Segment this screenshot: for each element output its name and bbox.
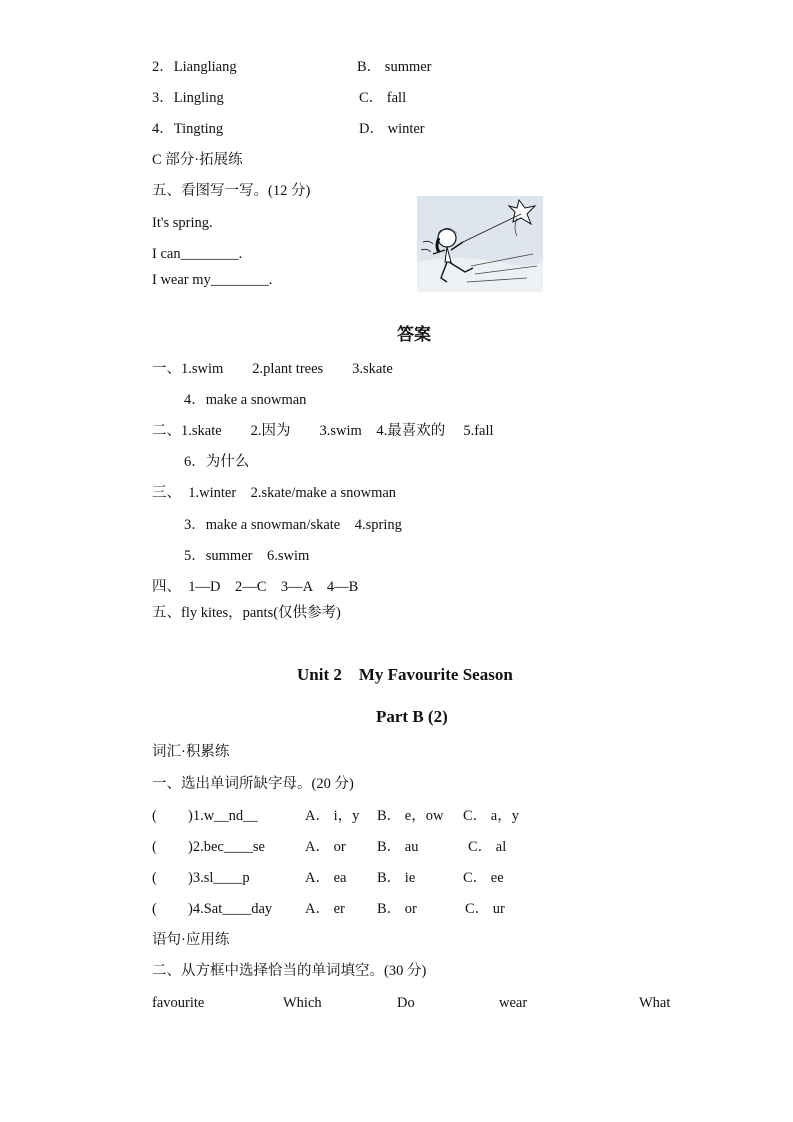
match-right-d: D． winter [359,121,425,137]
match-left-3: 3．Lingling [152,90,224,106]
q1-item-4: )4.Sat____day [188,901,273,917]
word-bank-word: Do [397,995,415,1011]
part-title: Part B (2) [376,707,448,726]
q1-item-1-opt-c: C． a，y [463,808,519,824]
answer-2: 二、1.skate 2.因为 3.swim 4.最喜欢的 5.fall [152,423,494,439]
q1-item-1-opt-b: B． e，ow [377,808,444,824]
q1-item-2-opt-a: A． or [305,839,346,855]
q1-item-2-opt-c: C． al [468,839,507,855]
part-c-heading: C 部分·拓展练 [152,152,243,168]
unit-title: Unit 2 My Favourite Season [297,665,513,684]
match-left-2: 2．Liangliang [152,59,237,75]
answer-3-cont-2: 5．summer 6.swim [184,548,310,564]
q5-line-3: I wear my________. [152,272,273,288]
q5-title: 五、看图写一写。(12 分) [152,183,311,199]
word-bank-word: What [639,995,671,1011]
q1-item-2: )2.bec____se [188,839,265,855]
q1-item-3: )3.sl____p [188,870,250,886]
q1-item-3-opt-a: A． ea [305,870,347,886]
q1-item-2-paren: ( [152,839,157,855]
q1-item-2-opt-b: B． au [377,839,419,855]
q1-item-3-opt-c: C． ee [463,870,504,886]
answers-title: 答案 [397,325,431,344]
vocab-heading: 词汇·积累练 [152,744,230,760]
match-right-c: C． fall [359,90,407,106]
match-right-b: B． summer [357,59,432,75]
q5-line-2: I can________. [152,246,243,262]
q1-title: 一、选出单词所缺字母。(20 分) [152,776,354,792]
answer-5: 五、fly kites，pants(仅供参考) [152,605,341,621]
q1-item-1: )1.w__nd__ [188,808,258,824]
q5-line-1: It's spring. [152,215,213,231]
word-bank-word: Which [283,995,322,1011]
q2-title: 二、从方框中选择恰当的单词填空。(30 分) [152,963,427,979]
answer-3-cont: 3．make a snowman/skate 4.spring [184,517,402,533]
answer-2-cont: 6．为什么 [184,454,250,470]
match-left-4: 4．Tingting [152,121,224,137]
q1-item-1-paren: ( [152,808,157,824]
word-bank-word: favourite [152,995,205,1011]
q1-item-4-opt-a: A． er [305,901,345,917]
q1-item-3-opt-b: B． ie [377,870,416,886]
girl-flying-kite-illustration [417,196,543,292]
q1-item-4-paren: ( [152,901,157,917]
word-bank-word: wear [499,995,528,1011]
answer-1: 一、1.swim 2.plant trees 3.skate [152,361,393,377]
answer-3: 三、 1.winter 2.skate/make a snowman [152,485,397,501]
sentence-heading: 语句·应用练 [152,932,230,948]
q1-item-1-opt-a: A． i，y [305,808,360,824]
answer-4: 四、 1—D 2—C 3—A 4—B [152,579,359,595]
answer-1-cont: 4．make a snowman [184,392,307,408]
q1-item-3-paren: ( [152,870,157,886]
q1-item-4-opt-c: C． ur [465,901,505,917]
q1-item-4-opt-b: B． or [377,901,417,917]
